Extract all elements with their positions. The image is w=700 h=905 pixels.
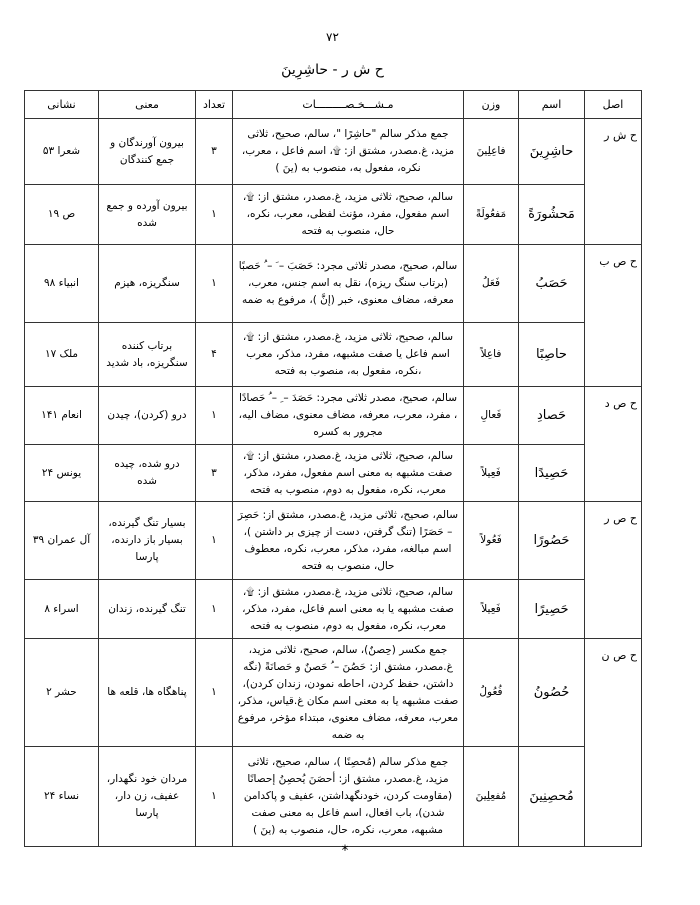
header-ref: نشانی xyxy=(25,91,99,119)
meaning-cell: بیرون آورندگان و جمع کنندگان xyxy=(99,119,196,185)
meaning-cell: تنگ گیرنده، زندان xyxy=(99,580,196,639)
header-wazn: وزن xyxy=(464,91,519,119)
table-row xyxy=(25,445,642,502)
description-cell: جمع مذکر سالم "حاشِرًا "، سالم، صحیح، ثلاثی مزید، غ.مصدر، مشتق از: ۩، اسم فاعل ، معرب، نکره، مفعول به، منصوب به (ینَ ) xyxy=(233,119,464,185)
word-cell: حاصِبًا xyxy=(519,323,585,387)
pattern-cell: فَعَلُ xyxy=(464,245,519,323)
root-cell: ح ص ن xyxy=(585,639,642,847)
meaning-cell: برتاب کننده سنگریزه، باد شدید xyxy=(99,323,196,387)
header-count: تعداد xyxy=(196,91,233,119)
count-cell: ۱ xyxy=(196,639,233,747)
description-cell: سالم، صحیح، مصدر ثلاثی مجرد: حَصَبَ – َ – ُ حَصبًا (برتاب سنگ ریزه)، نقل به اسم جنس، معرب، معرفه، مضاف معنوی، خبر (إنَّ )، مرفوع به ضمه xyxy=(233,245,464,323)
count-cell: ۱ xyxy=(196,185,233,245)
meaning-cell: درو (کردن)، چیدن xyxy=(99,387,196,445)
count-cell: ۳ xyxy=(196,445,233,502)
pattern-cell: فاعِلِینَ xyxy=(464,119,519,185)
header-meaning: معنی xyxy=(99,91,196,119)
table-row xyxy=(25,245,642,323)
page-number: ۷۲ xyxy=(326,30,339,44)
pattern-cell: فاعِلاً xyxy=(464,323,519,387)
table-row xyxy=(25,580,642,639)
count-cell: ۳ xyxy=(196,119,233,185)
count-cell: ۱ xyxy=(196,387,233,445)
pattern-cell: فَعُولاً xyxy=(464,502,519,580)
pattern-cell: فَعِیلاً xyxy=(464,445,519,502)
root-cell: ح ش ر xyxy=(585,119,642,245)
pattern-cell: فُعُولُ xyxy=(464,639,519,747)
table-row xyxy=(25,119,642,185)
description-cell: سالم، صحیح، ثلاثی مزید، غ.مصدر، مشتق از: ۩، اسم مفعول، مفرد، مؤنث لفظی، معرب، نکره، حال، منصوب به فتحه xyxy=(233,185,464,245)
pattern-cell: مُفعِلِینَ xyxy=(464,747,519,847)
table-header-row xyxy=(25,91,642,119)
reference-cell: انعام ۱۴۱ xyxy=(25,387,99,445)
word-cell: مُحصِنِینَ xyxy=(519,747,585,847)
pattern-cell: فَعِیلاً xyxy=(464,580,519,639)
page-title: ح ش ر - حاشِرِینَ xyxy=(281,62,384,78)
table-row xyxy=(25,387,642,445)
reference-cell: حشر ۲ xyxy=(25,639,99,747)
count-cell: ۱ xyxy=(196,747,233,847)
count-cell: ۴ xyxy=(196,323,233,387)
reference-cell: انبیاء ۹۸ xyxy=(25,245,99,323)
description-cell: سالم، صحیح، ثلاثی مزید، غ.مصدر، مشتق از: ۩، صفت مشبهه به معنی اسم مفعول، مفرد، مذکر، معرب، نکره، مفعول به دوم، منصوب به فتحه xyxy=(233,445,464,502)
root-cell: ح ص ب xyxy=(585,245,642,387)
word-cell: حَصِیدًا xyxy=(519,445,585,502)
word-cell: حَصِیرًا xyxy=(519,580,585,639)
reference-cell: آل عمران ۳۹ xyxy=(25,502,99,580)
description-cell: سالم، صحیح، ثلاثی مزید، غ.مصدر، مشتق از: ۩، صفت مشبهه یا به معنی اسم فاعل، مفرد، مذکر، معرب، نکره، مفعول به دوم، منصوب به فتحه xyxy=(233,580,464,639)
pattern-cell: فَعالِ xyxy=(464,387,519,445)
table-row xyxy=(25,323,642,387)
header-ism: اسم xyxy=(519,91,585,119)
count-cell: ۱ xyxy=(196,580,233,639)
reference-cell: یونس ۲۴ xyxy=(25,445,99,502)
root-cell: ح ص د xyxy=(585,387,642,502)
table-row xyxy=(25,639,642,747)
reference-cell: شعرا ۵۳ xyxy=(25,119,99,185)
root-cell: ح ص ر xyxy=(585,502,642,639)
description-cell: جمع مکسر (حِصنٌ)، سالم، صحیح، ثلاثی مزید، غ.مصدر، مشتق از: حَصُنَ – ُ حَصنٌ و حَصانَةً (نگه داشتن، حفظ کردن، احاطه نمودن، زندان کردن)، صفت مشبهه یا به معنی اسم مکان غ.قیاس، مذکر، معرب، معرفه، مضاف معنوی، مبتداء مؤخر، مرفوع به ضمه xyxy=(233,639,464,747)
meaning-cell: سنگریزه، هیزم xyxy=(99,245,196,323)
reference-cell: ص ۱۹ xyxy=(25,185,99,245)
meaning-cell: بیرون آورده و جمع شده xyxy=(99,185,196,245)
meaning-cell: مردان خود نگهدار، عفیف، زن دار، پارسا xyxy=(99,747,196,847)
word-cell: مَحشُورَةً xyxy=(519,185,585,245)
meaning-cell: بسیار تنگ گیرنده، بسیار باز دارنده، پارسا xyxy=(99,502,196,580)
word-cell: حَصادِ xyxy=(519,387,585,445)
table-row xyxy=(25,502,642,580)
word-cell: حَصَبُ xyxy=(519,245,585,323)
header-asl: اصل xyxy=(585,91,642,119)
meaning-cell: درو شده، چیده شده xyxy=(99,445,196,502)
count-cell: ۱ xyxy=(196,502,233,580)
word-cell: حُصُونُ xyxy=(519,639,585,747)
word-analysis-table xyxy=(24,90,642,847)
table-row xyxy=(25,185,642,245)
word-cell: حَصُورًا xyxy=(519,502,585,580)
count-cell: ۱ xyxy=(196,245,233,323)
description-cell: سالم، صحیح، ثلاثی مزید، غ.مصدر، مشتق از: ۩، اسم فاعل یا صفت مشبهه، مفرد، مذکر، معرب ،نکره، مفعول به، منصوب به فتحه xyxy=(233,323,464,387)
reference-cell: نساء ۲۴ xyxy=(25,747,99,847)
pattern-cell: مَفعُولَةً xyxy=(464,185,519,245)
reference-cell: اسراء ۸ xyxy=(25,580,99,639)
footer-asterisk: * xyxy=(341,843,349,859)
description-cell: جمع مذکر سالم (مُحصِنًا )، سالم، صحیح، ثلاثی مزید، غ.مصدر، مشتق از: أحصَنَ یُحصِنُ إحصانًا (مقاومت کردن، خودنگهداشتن، عفیف و پاکدامن شدن)، باب افعال، اسم فاعل به معنی صفت مشبهه، معرب، نکره، حال، منصوب به (ینَ ) xyxy=(233,747,464,847)
meaning-cell: پناهگاه ها، قلعه ها xyxy=(99,639,196,747)
table-row xyxy=(25,747,642,847)
header-desc: مـشـــخـصـــــــــات xyxy=(233,91,464,119)
reference-cell: ملک ۱۷ xyxy=(25,323,99,387)
word-cell: حاشِرِینَ xyxy=(519,119,585,185)
description-cell: سالم، صحیح، مصدر ثلاثی مجرد: حَصَدَ – ِ – ُ حَصادًا ، مفرد، معرب، معرفه، مضاف معنوی، مضاف الیه، مجرور به کسره xyxy=(233,387,464,445)
description-cell: سالم، صحیح، ثلاثی مزید، غ.مصدر، مشتق از: حَصِرَ – حَصَرًا (تنگ گرفتن، دست از چیزی بر داشتن )، اسم مبالغه، مفرد، مذکر، معرب، نکره، معطوف حال، منصوب به فتحه xyxy=(233,502,464,580)
